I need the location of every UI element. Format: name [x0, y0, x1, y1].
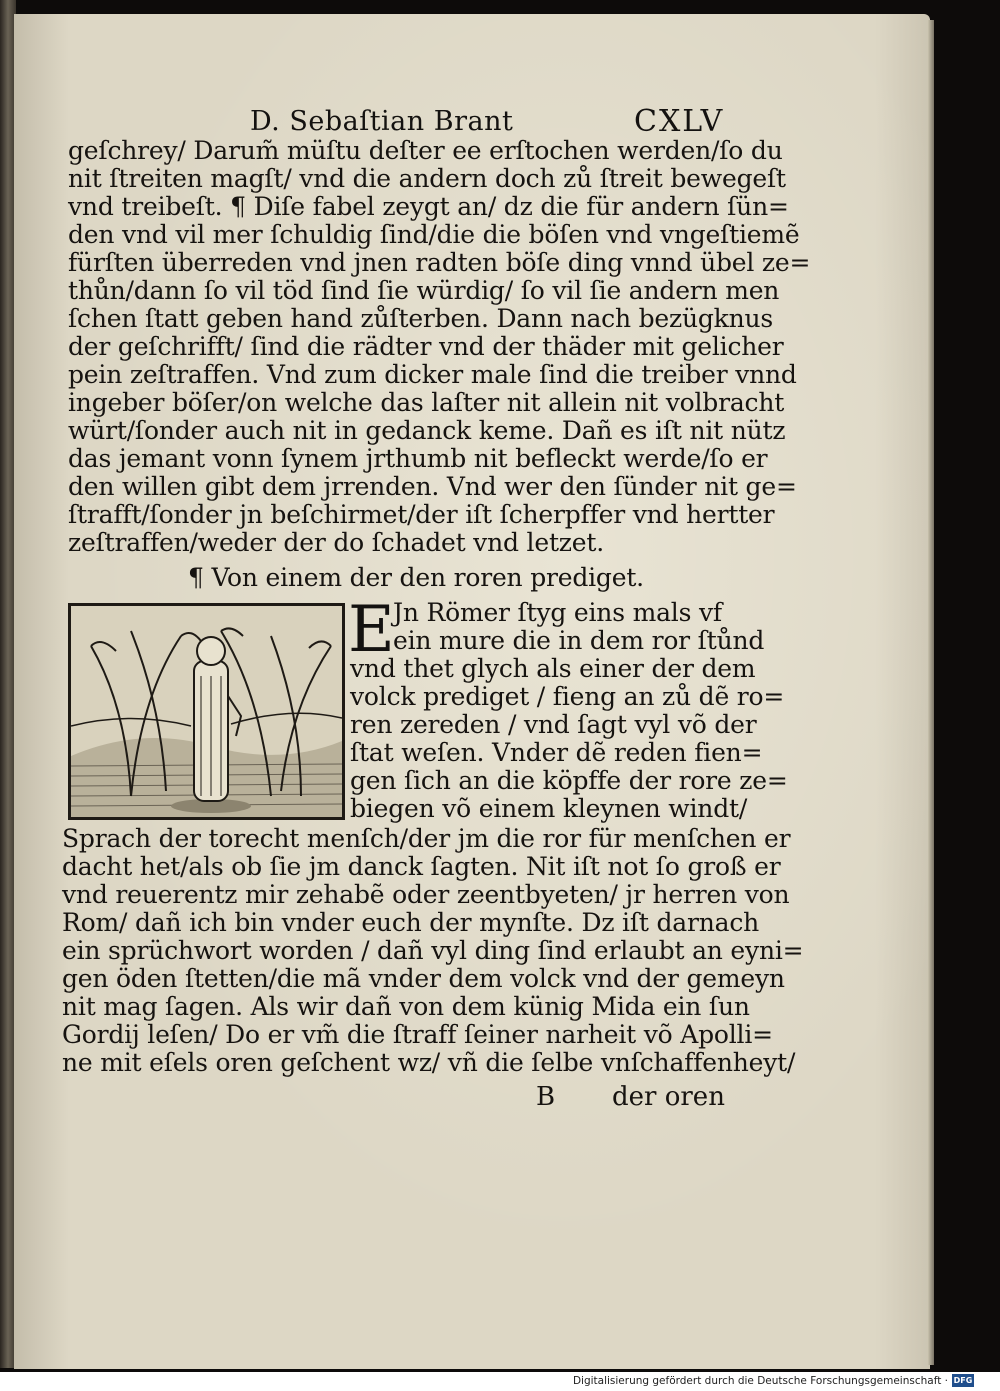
text-line: ren zereden / vnd ſagt vyl võ der — [350, 710, 757, 739]
text-line: nit ſtreiten magſt/ vnd die andern doch zů ſtreit bewegeſt — [68, 164, 786, 193]
text-line: ein mure die in dem ror ſtůnd — [393, 626, 765, 655]
text-line: ſtrafft/ſonder jn beſchirmet/der iſt ſcherpffer vnd hertter — [68, 500, 775, 529]
text-line: der geſchrifft/ ſind die rädter vnd der thäder mit gelicher — [68, 332, 784, 361]
text-line: Jn Römer ſtyg eins mals vf — [393, 598, 722, 627]
text-line: ſtat weſen. Vnder dẽ reden fien= — [350, 738, 763, 767]
text-line: Rom/ dañ ich bin vnder euch der mynſte. Dz iſt darnach — [62, 908, 760, 937]
text-line: ne mit eſels oren geſchent wz/ vñ die ſelbe vnſchaffenheyt/ — [62, 1048, 796, 1077]
text-line: gen ſich an die köpffe der rore ze= — [350, 766, 788, 795]
text-line: Gordij leſen/ Do er vm̃ die ſtraff ſeiner narheit võ Apolli= — [62, 1020, 773, 1049]
text-line: gen öden ſtetten/die mã vnder dem volck vnd der gemeyn — [62, 964, 785, 993]
text-line: das jemant vonn ſynem jrthumb nit befleckt werde/ſo er — [68, 444, 768, 473]
text-line: fürſten überreden vnd jnen radten böſe ding vnnd übel ze= — [68, 248, 811, 277]
text-line: pein zeſtraffen. Vnd zum dicker male ſind die treiber vnnd — [68, 360, 797, 389]
dfg-logo-icon: DFG — [953, 1376, 973, 1385]
text-line: nit mag ſagen. Als wir dañ von dem künig Mida ein ſun — [62, 992, 750, 1021]
section-heading: ¶ Von einem der den roren prediget. — [188, 563, 644, 592]
text-line: ſchen ſtatt geben hand zůſterben. Dann nach bezügknus — [68, 304, 774, 333]
text-line: volck prediget / fieng an zů dẽ ro= — [350, 682, 785, 711]
text-line: vnd treibeſt. ¶ Diſe fabel zeygt an/ dz die für andern ſün= — [68, 192, 789, 221]
preacher-woodcut-icon — [71, 606, 342, 817]
text-line: thůn/dann ſo vil töd ſind ſie würdig/ ſo vil ſie andern men — [68, 276, 780, 305]
text-line: würt/ſonder auch nit in gedanck keme. Dañ es iſt nit nütz — [68, 416, 786, 445]
text-line: dacht het/als ob ſie jm danck ſagten. Nit iſt not ſo groß er — [62, 852, 781, 881]
text-line: zeſtraffen/weder der do ſchadet vnd letzet. — [68, 528, 604, 557]
text-line: den vnd vil mer ſchuldig ſind/die die böſen vnd vngeſtiemẽ — [68, 220, 800, 249]
text-line: geſchrey/ Darum̃ müſtu deſter ee erſtochen werden/ſo du — [68, 136, 783, 165]
text-line: ingeber böſer/on welche das laſter nit allein nit volbracht — [68, 388, 785, 417]
footer-credit: Digitalisierung gefördert durch die Deutsche Forschungsgemeinschaft · — [572, 1375, 948, 1387]
text-line: vnd thet glych als einer der dem — [350, 654, 756, 683]
text-line: vnd reuerentz mir zehabẽ oder zeentbyeten/ jr herren von — [62, 880, 790, 909]
folio-number: CXLV — [634, 104, 725, 139]
drop-cap-initial: E — [348, 593, 395, 667]
page-right-edge — [928, 20, 934, 1365]
woodcut-illustration — [68, 603, 345, 820]
text-line: ein sprüchwort worden / dañ vyl ding ſind erlaubt an eyni= — [62, 936, 804, 965]
running-head: D. Sebaſtian Brant — [250, 106, 514, 137]
catchword: der oren — [612, 1082, 725, 1112]
text-line: den willen gibt dem jrrenden. Vnd wer den ſünder nit ge= — [68, 472, 797, 501]
signature-mark: B — [536, 1082, 556, 1112]
text-line: biegen võ einem kleynen windt/ — [350, 794, 748, 823]
text-line: Sprach der torecht menſch/der jm die ror für menſchen er — [62, 824, 791, 853]
